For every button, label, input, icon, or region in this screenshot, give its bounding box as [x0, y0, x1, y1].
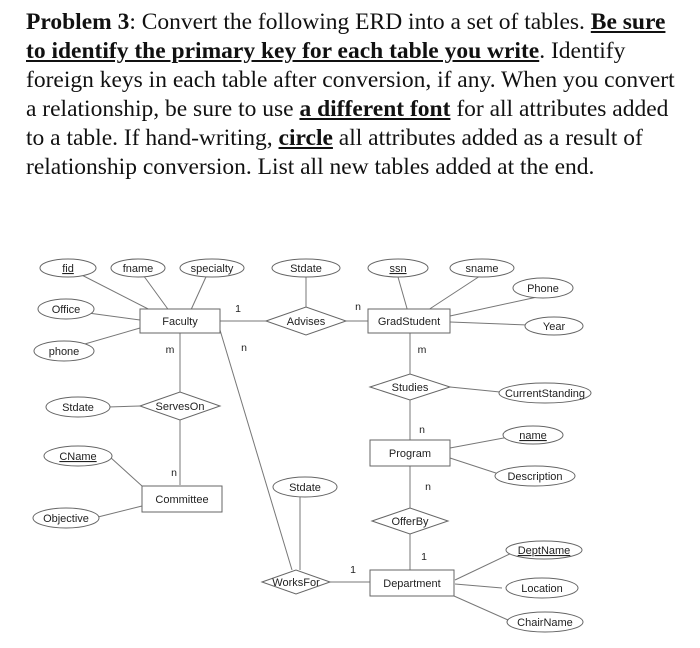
problem-text-1: . Identify foreign keys in each table after conversion, if any. When you convert a relationship, be sure to use — [26, 38, 675, 122]
rel-studies — [370, 374, 450, 400]
attr-stdate-works-label: Stdate — [289, 482, 321, 494]
attr-sname — [450, 259, 514, 277]
rel-studies-label: Studies — [391, 382, 429, 394]
attr-objective-label: Objective — [43, 513, 89, 525]
card-works-dept: 1 — [350, 564, 356, 576]
card-studies-grad: m — [417, 344, 427, 356]
attr-office — [38, 299, 94, 319]
attr-year-label: Year — [542, 321, 566, 333]
attr-deptname-label: DeptName — [517, 545, 571, 557]
entity-committee — [142, 486, 222, 512]
card-serves-faculty: m — [165, 344, 175, 356]
attr-deptname — [506, 541, 582, 559]
rel-offerby-label: OfferBy — [391, 516, 429, 528]
attr-fname — [111, 259, 165, 277]
entity-faculty-label: Faculty — [162, 316, 198, 328]
attr-description — [495, 466, 575, 486]
attr-name — [503, 426, 563, 444]
problem-colon: : — [129, 9, 142, 35]
attr-stdate-works — [273, 477, 337, 497]
attr-fname-label: fname — [122, 263, 154, 275]
attr-ssn — [368, 259, 428, 277]
attr-phone-grad — [513, 278, 573, 298]
card-serves-committee: n — [171, 467, 177, 479]
problem-intro: Convert the following ERD into a set of tables. — [141, 9, 591, 35]
attr-name-label: name — [519, 430, 547, 442]
primary-key-instruction: Be sure to identify the primary key for each table you write — [26, 9, 666, 64]
attr-chairname — [507, 612, 583, 632]
rel-worksfor — [262, 570, 330, 594]
attr-specialty — [180, 259, 244, 277]
attr-specialty-label: specialty — [190, 263, 234, 275]
attr-description-label: Description — [507, 471, 563, 483]
attr-stdate-serves — [46, 397, 110, 417]
attr-current-standing — [499, 383, 591, 403]
entity-committee-label: Committee — [155, 494, 209, 506]
rel-serveson — [140, 392, 220, 420]
card-works-faculty: n — [241, 342, 247, 354]
problem-label: Problem 3 — [26, 9, 130, 35]
entity-program — [370, 440, 450, 466]
entity-program-label: Program — [388, 448, 432, 460]
attr-location — [506, 578, 578, 598]
attr-phone-grad-label: Phone — [527, 283, 559, 295]
attr-phone-label: phone — [48, 346, 80, 358]
attr-cname-label: CName — [59, 451, 97, 463]
card-offer-dept: 1 — [421, 551, 427, 563]
different-font-emphasis: a different font — [299, 96, 451, 122]
attr-location-label: Location — [521, 583, 563, 595]
card-advises-faculty: 1 — [235, 303, 241, 315]
entity-department — [370, 570, 454, 596]
rel-worksfor-label: WorksFor — [272, 577, 320, 589]
entity-faculty — [140, 309, 220, 333]
attr-stdate-advises-label: Stdate — [290, 263, 322, 275]
rel-offerby — [372, 508, 448, 534]
rel-advises-label: Advises — [286, 316, 326, 328]
entity-department-label: Department — [383, 578, 441, 590]
attr-fid-label: fid — [62, 263, 74, 275]
card-advises-grad: n — [355, 301, 361, 313]
rel-advises — [266, 307, 346, 335]
attr-stdate-serves-label: Stdate — [62, 402, 94, 414]
attr-phone — [34, 341, 94, 361]
problem-text-2: for all attributes added to a table. If hand-writing, — [26, 96, 669, 151]
attr-objective — [33, 508, 99, 528]
circle-emphasis: circle — [278, 125, 333, 151]
attr-fid — [40, 259, 96, 277]
card-studies-program: n — [419, 424, 425, 436]
attr-year — [525, 317, 583, 335]
attr-ssn-label: ssn — [389, 263, 407, 275]
problem-text-3: all attributes added as a result of relationship conversion. List all new tables added at the end. — [26, 125, 643, 180]
attr-office-label: Office — [51, 304, 81, 316]
attr-current-standing-label: CurrentStanding — [504, 388, 586, 400]
attr-sname-label: sname — [465, 263, 499, 275]
entity-gradstudent-label: GradStudent — [377, 316, 441, 328]
entity-gradstudent — [368, 309, 450, 333]
attr-stdate-advises — [272, 259, 340, 277]
attr-chairname-label: ChairName — [517, 617, 573, 629]
attr-cname — [44, 446, 112, 466]
rel-serveson-label: ServesOn — [155, 401, 205, 413]
card-offer-program: n — [425, 481, 431, 493]
